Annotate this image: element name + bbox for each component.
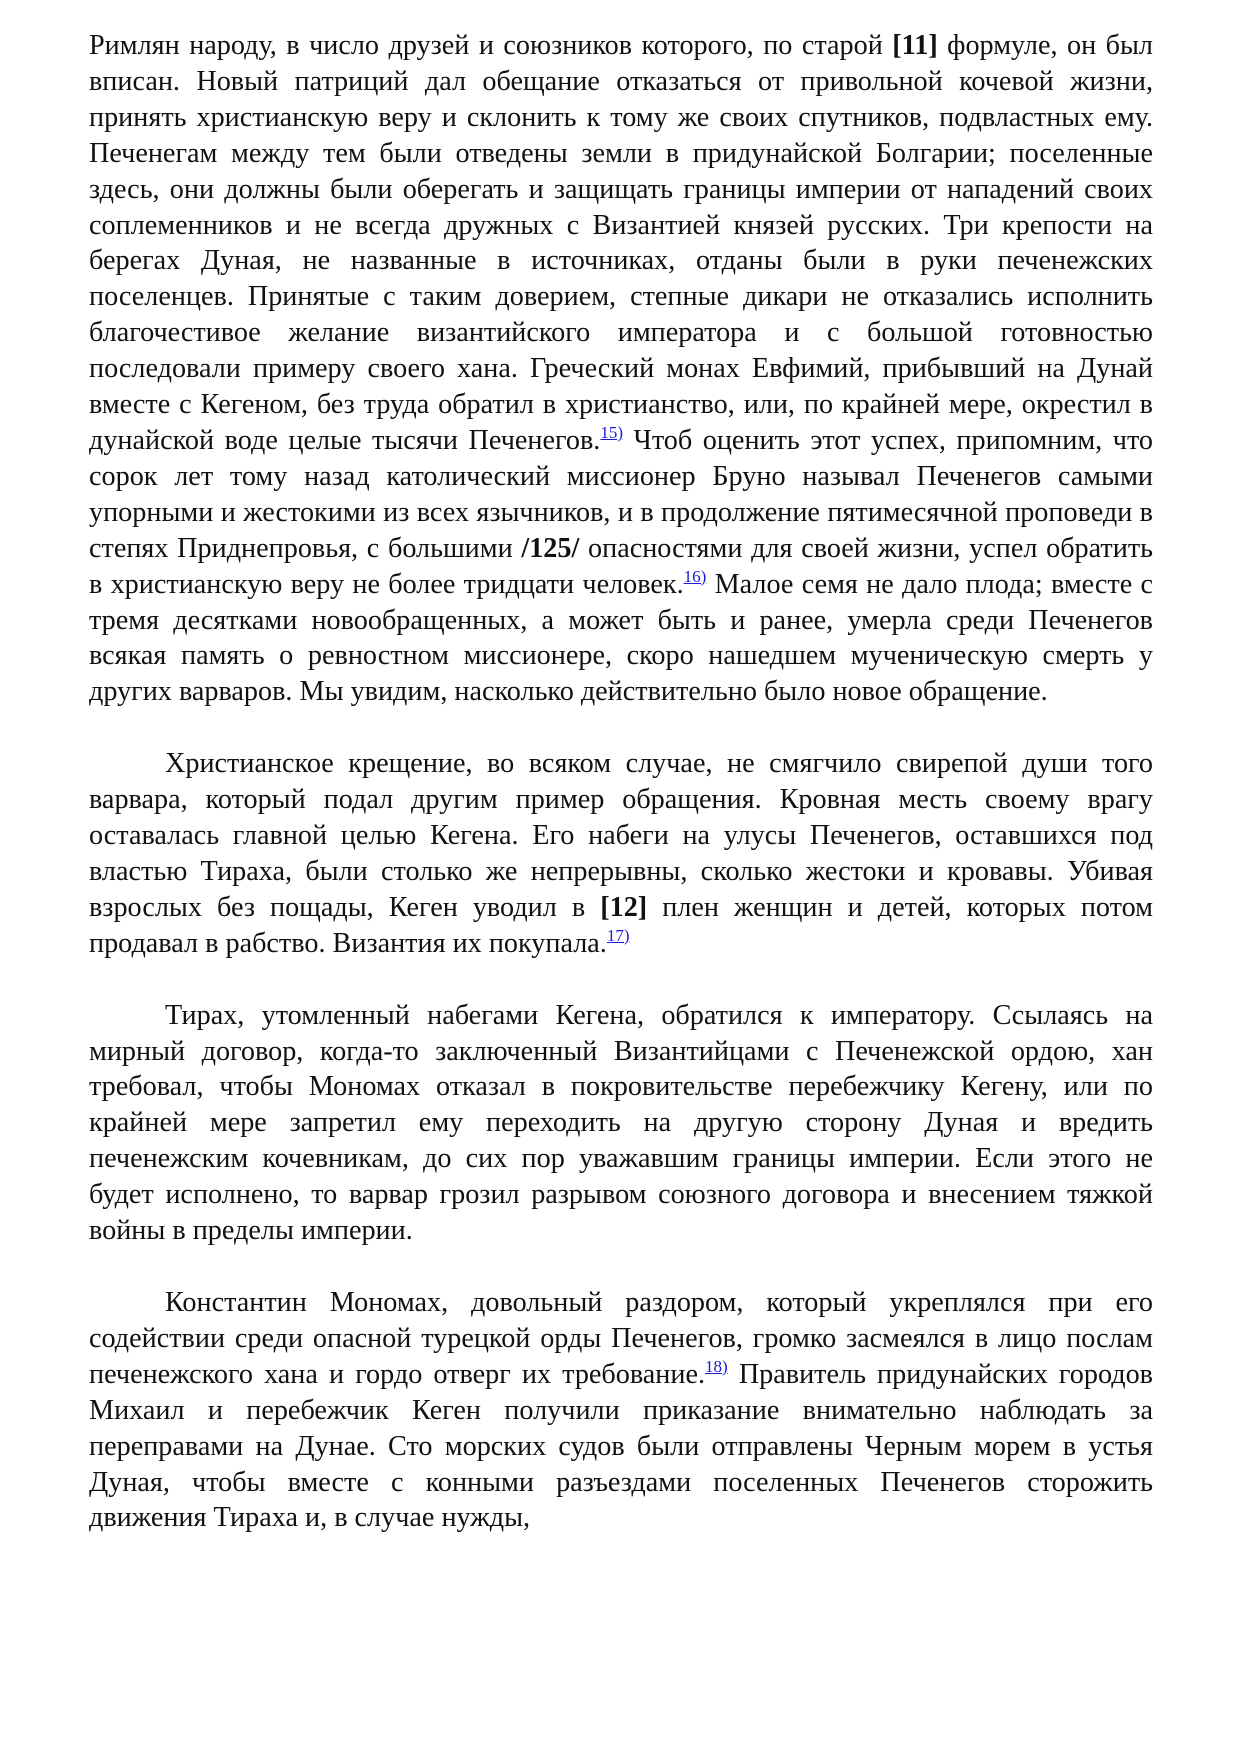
paragraph-4 <box>89 1285 1153 1536</box>
text-run: Малое семя не дало плода; вместе с тремя десятками новообращенных, а может быть и ранее, умерла среди Печенегов всякая память о ревностном миссионере, скоро нашедшем мученическую смерть у других варваров. Мы увидим, насколько действительно было новое обращение. <box>89 568 1153 708</box>
paragraph-1 <box>89 28 1153 710</box>
footnote-link-17[interactable]: 17) <box>606 925 630 945</box>
text-run: Тирах, утомленный набегами Кегена, обратился к императору. Ссылаясь на мирный договор, когда-то заключенный Византийцами с Печенежской ордою, хан требовал, чтобы Мономах отказал в покровительстве перебежчику Кегену, или по крайней мере запретил ему переходить на другую сторону Дуная и вредить печенежским кочевникам, до сих пор уважавшим границы империи. Если этого не будет исполнено, то варвар грозил разрывом союзного договора и внесением тяжкой войны в пределы империи. <box>89 999 1153 1247</box>
text-run: опасностями для своей жизни, успел обратить в христианскую веру не более тридцати человек. <box>89 532 1153 600</box>
text-run: Правитель придунайских городов Михаил и перебежчик Кеген получили приказание внимательно наблюдать за переправами на Дунае. Сто морских судов были отправлены Черным морем в устья Дуная, чтобы вместе с конными разъездами поселенных Печенегов сторожить движения Тираха и, в случае нужды, <box>89 1358 1153 1534</box>
text-run: Римлян народу, в число друзей и союзников которого, по старой <box>89 30 893 61</box>
document-page <box>89 28 1153 1536</box>
page-marker: [12] <box>600 891 648 923</box>
text-run: формуле, он был вписан. Новый патриций дал обещание отказаться от привольной кочевой жизни, принять христианскую веру и склонить к тому же своих спутников, подвластных ему. Печенегам между тем были отведены земли в придунайской Болгарии; поселенные здесь, они должны были оберегать и защищать границы империи от нападений своих соплеменников и не всегда дружных с Византией князей русских. Три крепости на берегах Дуная, не названные в источниках, отданы были в руки печенежских поселенцев. Принятые с таким доверием, степные дикари не отказались исполнить благочестивое желание византийского императора и с большой готовностью последовали примеру своего хана. Греческий монах Евфимий, прибывший на Дунай вместе с Кегеном, без труда обратил в христианство, или, по крайней мере, окрестил в дунайской воде целые тысячи Печенегов. <box>89 30 1153 456</box>
text-run: Константин Мономах, довольный раздором, который укреплялся при его содействии среди опасной турецкой орды Печенегов, громко засмеялся в лицо послам печенежского хана и гордо отверг их требование. <box>89 1287 1153 1390</box>
text-run: Чтоб оценить этот успех, припомним, что сорок лет тому назад католический миссионер Бруно называл Печенегов самыми упорными и жестокими из всех язычников, и в продолжение пятимесячной проповеди в степях Приднепровья, с большими <box>89 424 1153 564</box>
footnote-link-15[interactable]: 15) <box>600 422 623 442</box>
text-run: плен женщин и детей, которых потом продавал в рабство. Византия их покупала. <box>89 891 1153 959</box>
page-marker: /125/ <box>521 532 580 564</box>
paragraph-2 <box>89 746 1153 961</box>
text-run: Христианское крещение, во всяком случае, не смягчило свирепой души того варвара, который подал другим пример обращения. Кровная месть своему врагу оставалась главной целью Кегена. Его набеги на улусы Печенегов, оставшихся под властью Тираха, были столько же непрерывны, сколько жестоки и кровавы. Убивая взрослых без пощады, Кеген уводил в <box>89 748 1153 923</box>
footnote-link-16[interactable]: 16) <box>683 566 707 586</box>
paragraph-3 <box>89 998 1153 1249</box>
footnote-link-18[interactable]: 18) <box>705 1356 728 1376</box>
page-marker: [11] <box>892 30 938 61</box>
